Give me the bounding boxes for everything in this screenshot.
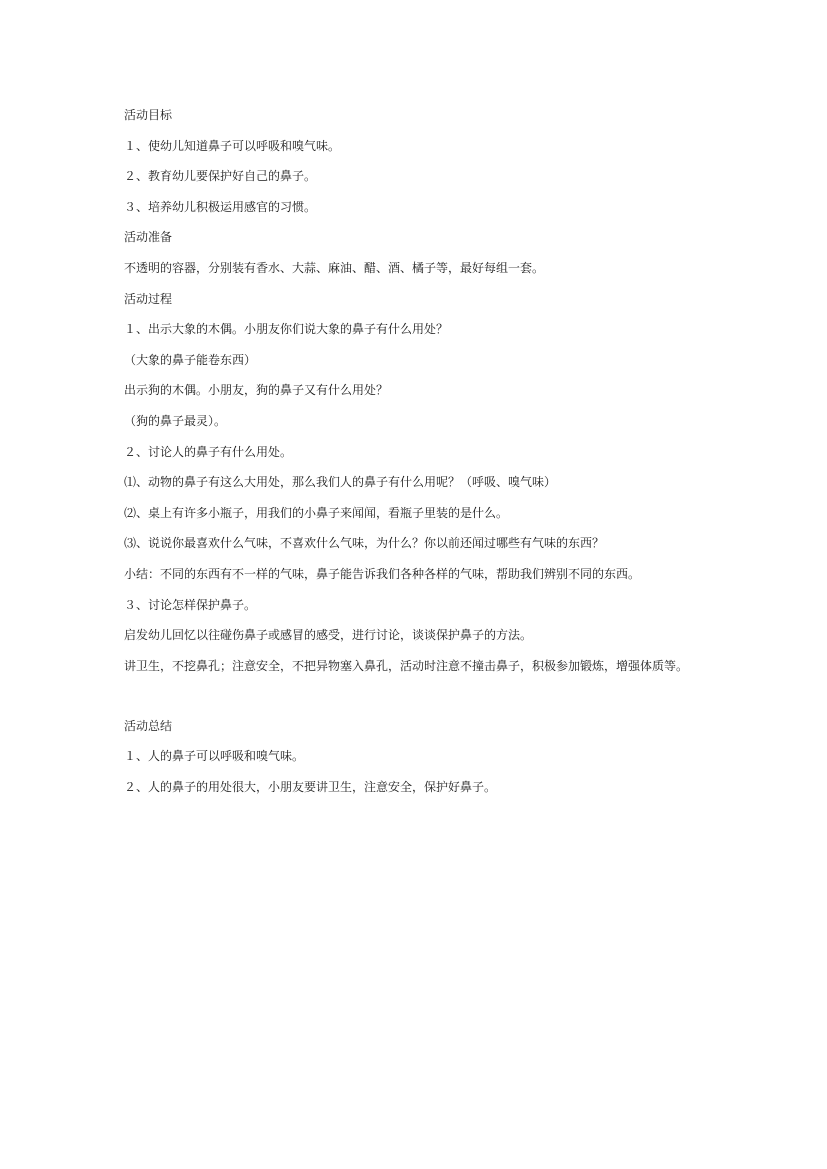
process-substep-3: ⑶、说说你最喜欢什么气味，不喜欢什么气味，为什么？你以前还闻过哪些有气味的东西？ [124, 536, 605, 551]
process-discussion: 启发幼儿回忆以往碰伤鼻子或感冒的感受，进行讨论，谈谈保护鼻子的方法。 [124, 628, 533, 643]
document-body [124, 107, 744, 809]
goal-item-1: １、使幼儿知道鼻子可以呼吸和嗅气味。 [124, 138, 341, 153]
section-heading-summary: 活动总结 [124, 718, 173, 733]
summary-item-2: ２、人的鼻子的用处很大，小朋友要讲卫生，注意安全，保护好鼻子。 [124, 779, 497, 794]
section-heading-preparation: 活动准备 [124, 230, 173, 245]
process-substep-1: ⑴、动物的鼻子有这么大用处，那么我们人的鼻子有什么用呢？（呼吸、嗅气味） [124, 475, 557, 490]
process-substep-2: ⑵、桌上有许多小瓶子，用我们的小鼻子来闻闻，看瓶子里装的是什么。 [124, 505, 509, 520]
section-heading-process: 活动过程 [124, 291, 173, 306]
goal-item-2: ２、教育幼儿要保护好自己的鼻子。 [124, 169, 317, 184]
process-hygiene-tips: 讲卫生，不挖鼻孔；注意安全，不把异物塞入鼻孔，活动时注意不撞击鼻子，积极参加锻炼，增强体质等。 [124, 658, 689, 673]
summary-item-1: １、人的鼻子可以呼吸和嗅气味。 [124, 749, 305, 764]
section-heading-goals: 活动目标 [124, 108, 173, 122]
process-step-1: １、出示大象的木偶。小朋友你们说大象的鼻子有什么用处？ [124, 322, 449, 337]
process-step-3: ３、讨论怎样保护鼻子。 [124, 597, 257, 612]
process-answer-dog: （狗的鼻子最灵）。 [124, 413, 227, 428]
process-answer-elephant: （大象的鼻子能卷东西） [124, 352, 257, 367]
process-dog-question: 出示狗的木偶。小朋友，狗的鼻子又有什么用处？ [124, 383, 389, 398]
process-step-2: ２、讨论人的鼻子有什么用处。 [124, 444, 293, 459]
process-summary: 小结：不同的东西有不一样的气味，鼻子能告诉我们各种各样的气味，帮助我们辨别不同的东西。 [124, 566, 641, 581]
goal-item-3: ３、培养幼儿积极运用感官的习惯。 [124, 199, 317, 214]
preparation-text: 不透明的容器，分别装有香水、大蒜、麻油、醋、酒、橘子等，最好每组一套。 [124, 260, 545, 275]
